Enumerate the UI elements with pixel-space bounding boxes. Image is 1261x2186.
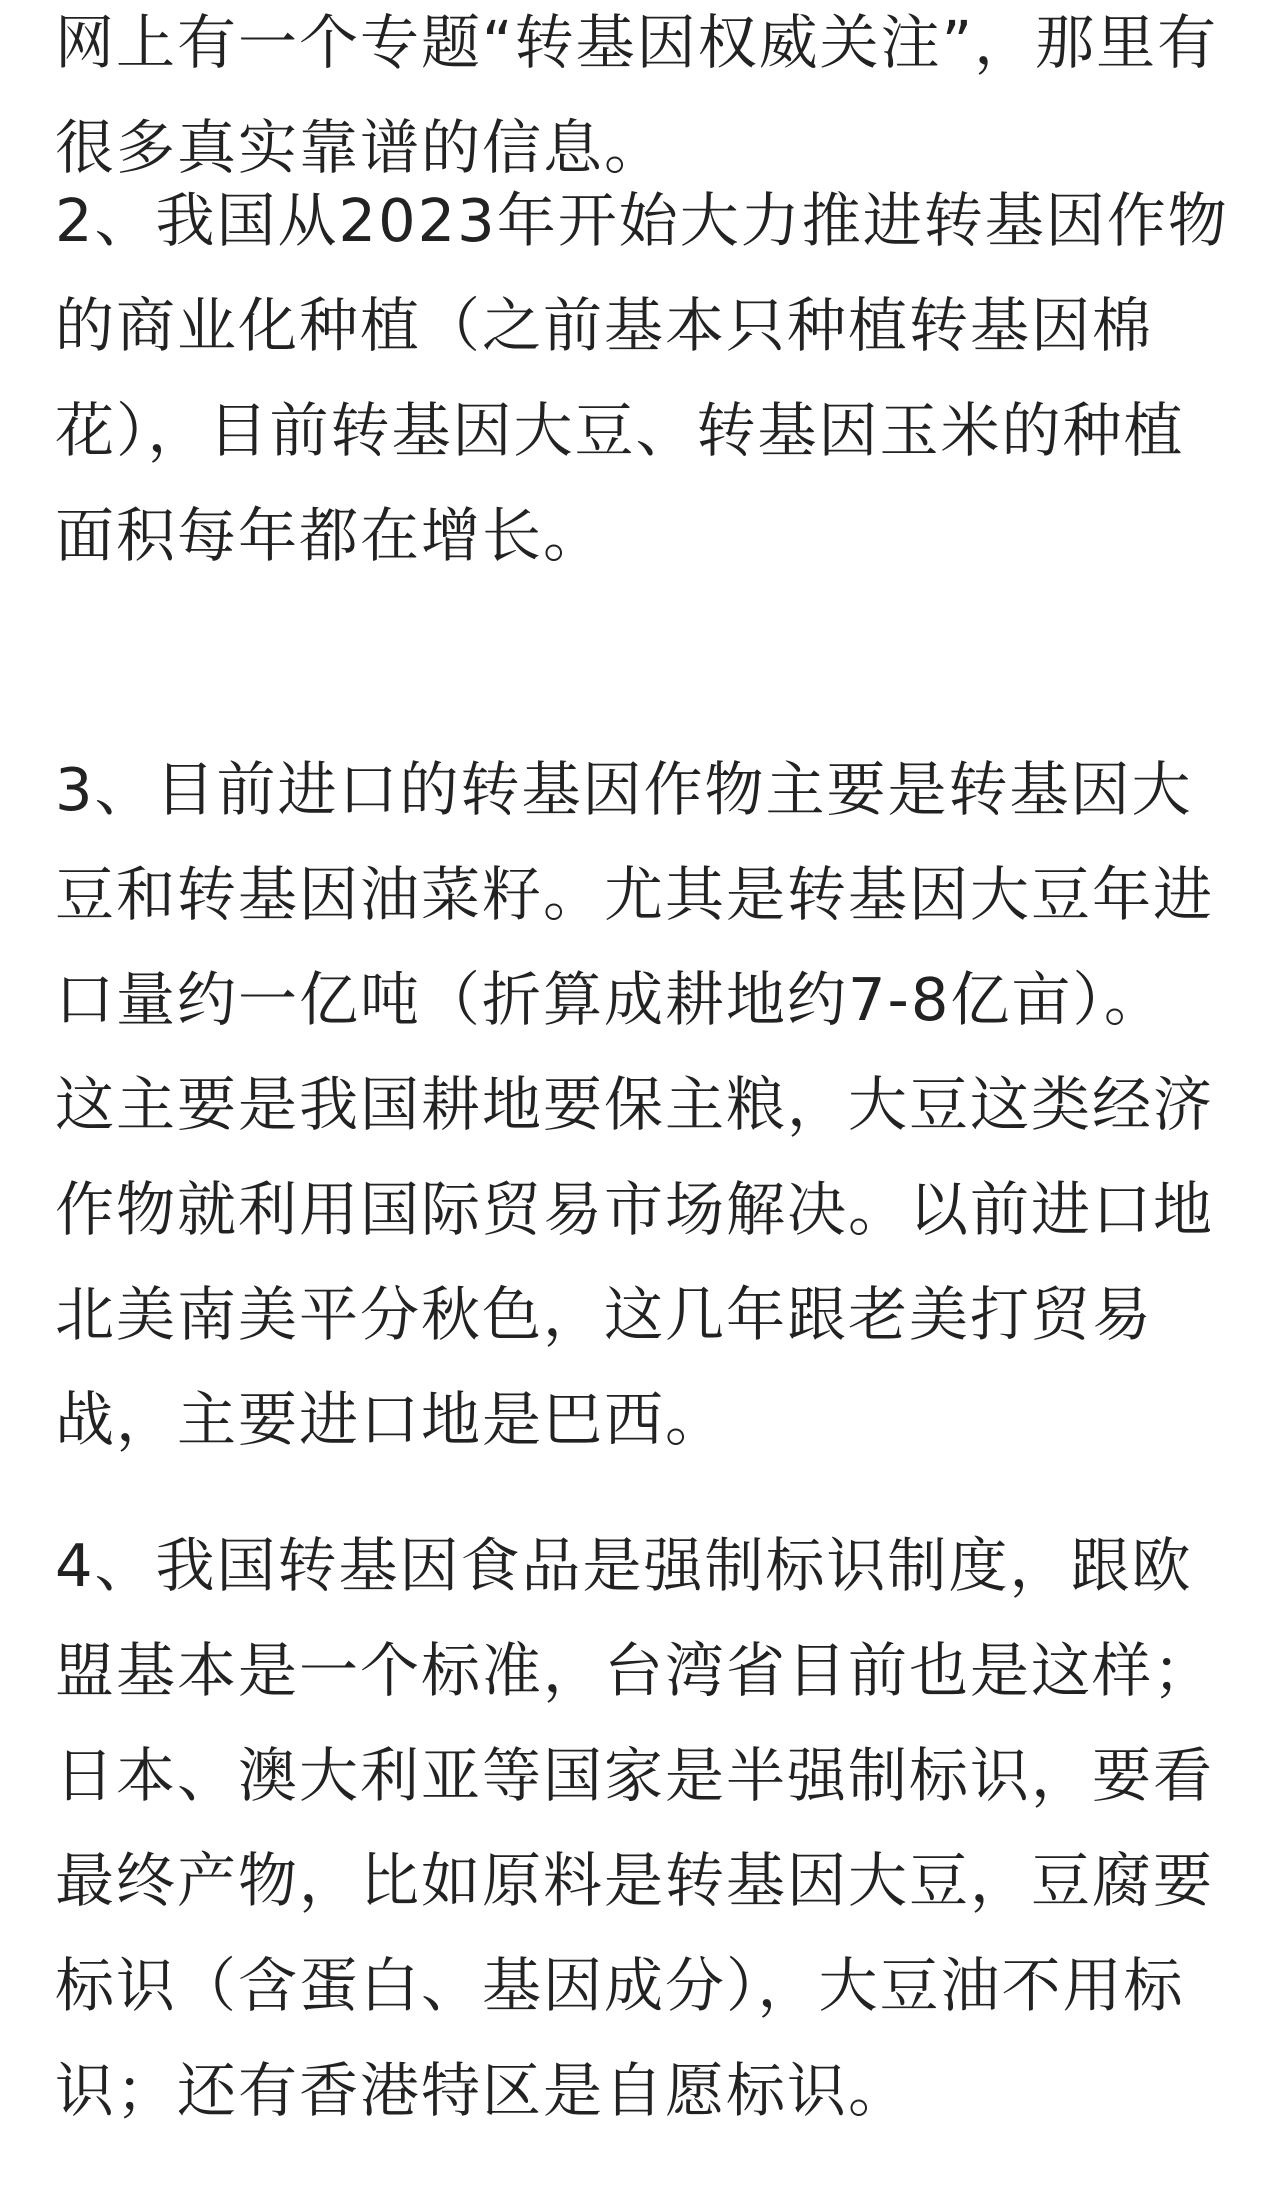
text-line: 作物就利用国际贸易市场解决。以前进口地 — [55, 1175, 1215, 1244]
text-line: 3、目前进口的转基因作物主要是转基因大 — [55, 755, 1193, 824]
text-line: 战，主要进口地是巴西。 — [55, 1385, 727, 1454]
text-line: 北美南美平分秋色，这几年跟老美打贸易 — [55, 1280, 1154, 1349]
text-line: 这主要是我国耕地要保主粮，大豆这类经济 — [55, 1070, 1215, 1139]
paragraph-4 — [55, 1513, 1215, 2143]
text-line: 最终产物，比如原料是转基因大豆，豆腐要 — [55, 1846, 1215, 1915]
paragraph-3 — [55, 737, 1215, 1472]
text-line: 盟基本是一个标准，台湾省目前也是这样； — [55, 1636, 1215, 1705]
text-line: 豆和转基因油菜籽。尤其是转基因大豆年进 — [55, 860, 1215, 929]
paragraph-2 — [55, 168, 1229, 588]
text-line: 识；还有香港特区是自愿标识。 — [55, 2056, 910, 2125]
text-line: 日本、澳大利亚等国家是半强制标识，要看 — [55, 1741, 1215, 1810]
text-line: 口量约一亿吨（折算成耕地约7-8亿亩）。 — [55, 965, 1165, 1034]
text-line: 面积每年都在增长。 — [55, 501, 605, 570]
text-line: 标识（含蛋白、基因成分），大豆油不用标 — [55, 1951, 1185, 2020]
text-line: 的商业化种植（之前基本只种植转基因棉 — [55, 291, 1154, 360]
text-line: 花），目前转基因大豆、转基因玉米的种植 — [55, 396, 1185, 465]
text-line: 4、我国转基因食品是强制标识制度，跟欧 — [55, 1531, 1193, 1600]
text-line: 网上有一个专题“转基因权威关注”，那里有 — [55, 8, 1219, 77]
text-line: 很多真实靠谱的信息。 — [55, 113, 666, 182]
text-line: 2、我国从2023年开始大力推进转基因作物 — [55, 186, 1229, 255]
